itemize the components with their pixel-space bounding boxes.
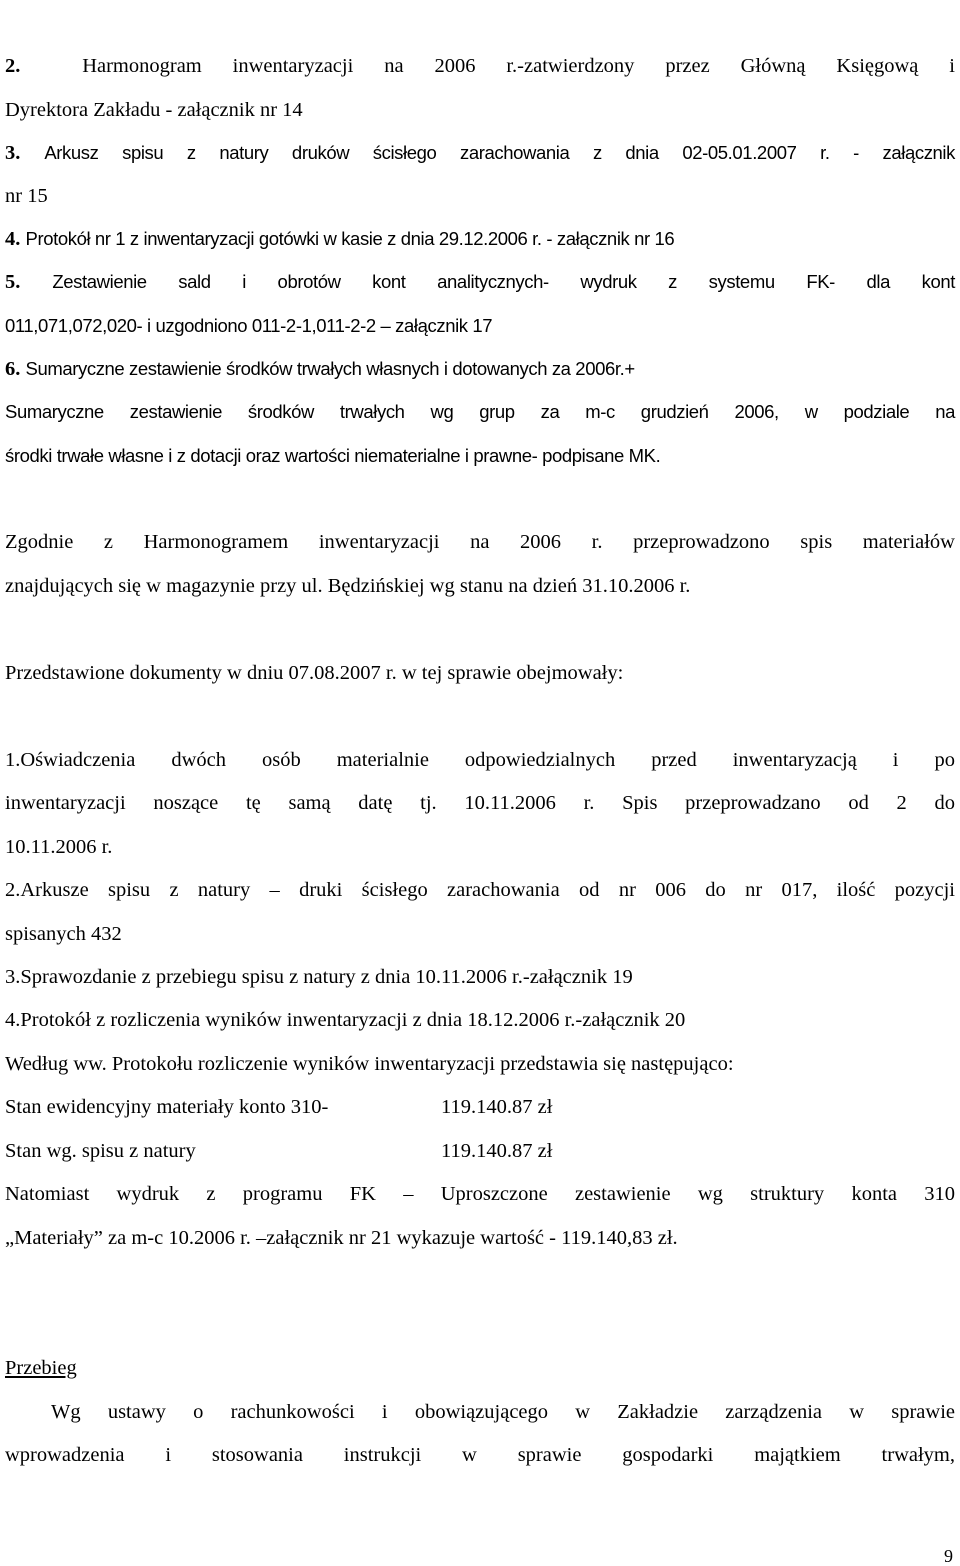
list-item-6-line3: środki trwałe własne i z dotacji oraz wartości niematerialne i prawne- podpisane MK. <box>5 445 661 466</box>
document-2-line2: spisanych 432 <box>5 923 122 945</box>
ledger-balance-value: 119.140.87 zł <box>441 1096 553 1118</box>
list-item-4-line1 <box>5 227 955 251</box>
list-item-6-line2: Sumaryczne zestawienie środków trwałych wg grup za m-c grudzień 2006, w podziale na <box>5 401 955 422</box>
list-item-3-line1 <box>5 141 955 165</box>
list-item-5-line2: 011,071,072,020- i uzgodniono 011-2-1,011-2-2 – załącznik 17 <box>5 315 493 336</box>
list-item-4-number: 4. <box>5 228 21 250</box>
document-1-line1: 1.Oświadczenia dwóch osób materialnie odpowiedzialnych przed inwentaryzacją i po <box>5 749 955 771</box>
section-heading-przebieg <box>5 1356 955 1380</box>
list-item-5-line1 <box>5 270 955 294</box>
page-number: 9 <box>944 1546 953 1566</box>
fk-printout-line1: Natomiast wydruk z programu FK – Uproszczone zestawienie wg struktury konta 310 <box>5 1183 955 1205</box>
list-item-6-text: Sumaryczne zestawienie środków trwałych własnych i dotowanych za 2006r.+ <box>25 358 635 379</box>
list-item-5-text: Zestawienie sald i obrotów kont analitycznych- wydruk z systemu FK- dla kont <box>52 271 955 292</box>
physical-count-label: Stan wg. spisu z natury <box>5 1140 196 1162</box>
list-item-6-line1 <box>5 357 955 381</box>
document-1-line2: inwentaryzacji noszące tę samą datę tj. 10.11.2006 r. Spis przeprowadzano od 2 do <box>5 792 955 814</box>
physical-count-value: 119.140.87 zł <box>441 1140 553 1162</box>
document-1-line3: 10.11.2006 r. <box>5 836 113 858</box>
harmonogram-paragraph-line1: Zgodnie z Harmonogramem inwentaryzacji na 2006 r. przeprowadzono spis materiałów <box>5 531 955 553</box>
document-3-line1: 3.Sprawozdanie z przebiegu spisu z natury z dnia 10.11.2006 r.-załącznik 19 <box>5 966 633 988</box>
list-item-4-text: Protokół nr 1 z inwentaryzacji gotówki w kasie z dnia 29.12.2006 r. - załącznik nr 16 <box>25 228 675 249</box>
list-item-6-number: 6. <box>5 358 21 380</box>
fk-printout-line2: „Materiały” za m-c 10.2006 r. –załącznik nr 21 wykazuje wartość - 119.140,83 zł. <box>5 1227 678 1249</box>
ledger-balance-label: Stan ewidencyjny materiały konto 310- <box>5 1096 329 1118</box>
list-item-3-number: 3. <box>5 142 21 164</box>
przebieg-paragraph-line1: Wg ustawy o rachunkowości i obowiązującego w Zakładzie zarządzenia w sprawie <box>51 1401 955 1423</box>
settlement-intro: Według ww. Protokołu rozliczenie wyników inwentaryzacji przedstawia się następująco: <box>5 1053 734 1075</box>
przebieg-paragraph-line2: wprowadzenia i stosowania instrukcji w sprawie gospodarki majątkiem trwałym, <box>5 1444 955 1466</box>
list-item-3-line2: nr 15 <box>5 185 48 207</box>
list-item-2-line1 <box>5 54 955 78</box>
document-2-line1: 2.Arkusze spisu z natury – druki ścisłego zarachowania od nr 006 do nr 017, ilość pozycji <box>5 879 955 901</box>
harmonogram-paragraph-line2: znajdujących się w magazynie przy ul. Będzińskiej wg stanu na dzień 31.10.2006 r. <box>5 575 691 597</box>
documents-intro: Przedstawione dokumenty w dniu 07.08.2007 r. w tej sprawie obejmowały: <box>5 662 624 684</box>
list-item-2-text: Harmonogram inwentaryzacji na 2006 r.-zatwierdzony przez Główną Księgową i <box>82 55 955 77</box>
list-item-3-text: Arkusz spisu z natury druków ścisłego zarachowania z dnia 02-05.01.2007 r. - załącznik <box>44 142 955 163</box>
list-item-5-number: 5. <box>5 271 21 293</box>
list-item-2-number: 2. <box>5 55 21 77</box>
section-heading-text: Przebieg <box>5 1357 77 1379</box>
document-4-line1: 4.Protokół z rozliczenia wyników inwentaryzacji z dnia 18.12.2006 r.-załącznik 20 <box>5 1009 686 1031</box>
list-item-2-line2: Dyrektora Zakładu - załącznik nr 14 <box>5 99 303 121</box>
